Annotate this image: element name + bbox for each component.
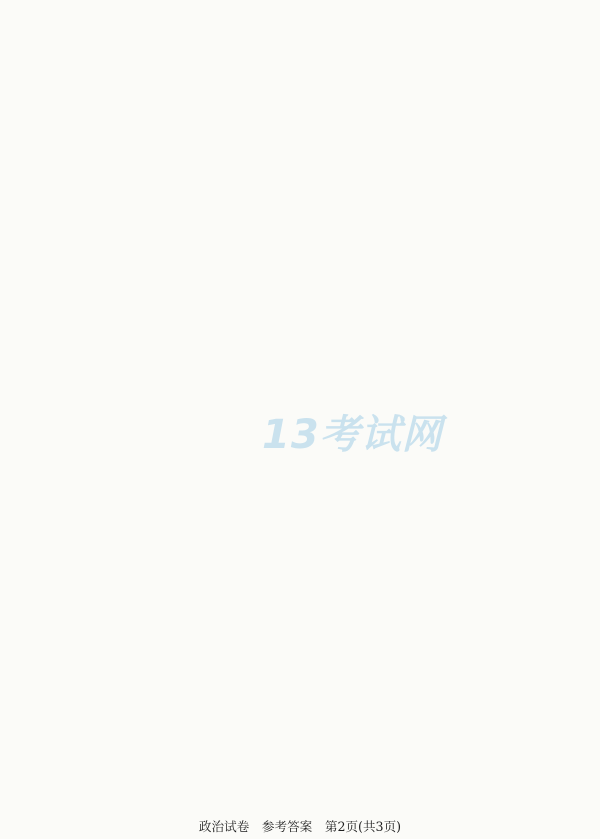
page-footer: 政治试卷 参考答案 第2页(共3页) <box>198 819 402 834</box>
site-watermark: 13考试网 <box>262 412 443 458</box>
